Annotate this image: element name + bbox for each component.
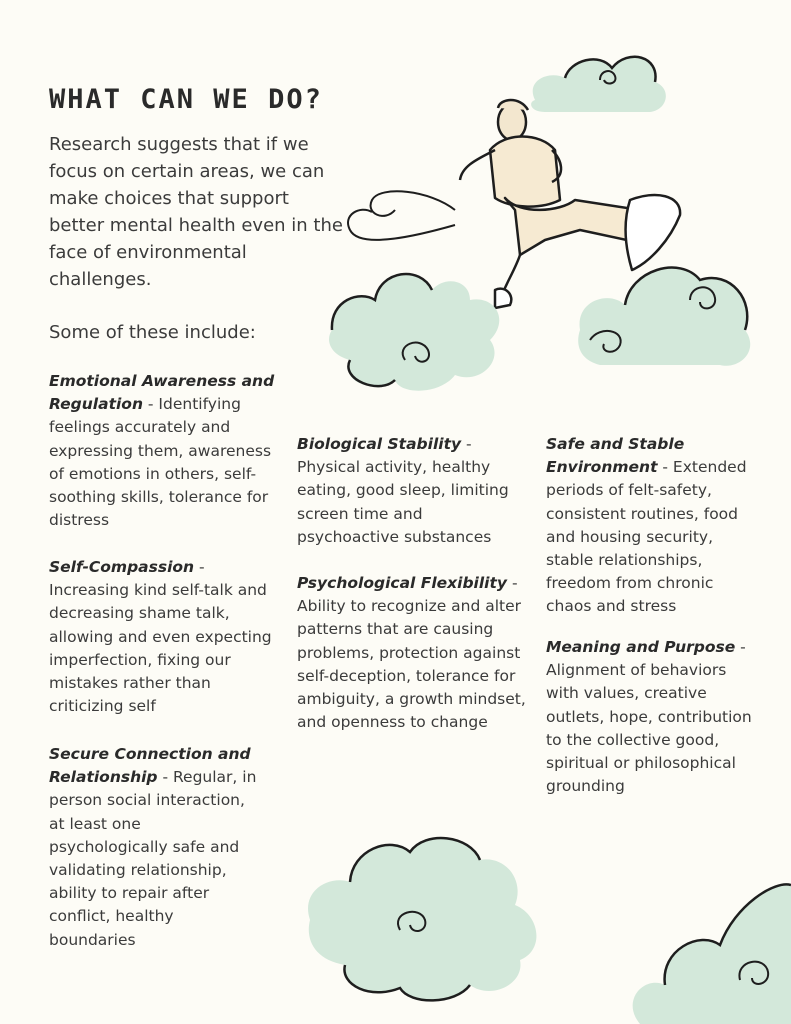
item-safe-environment xyxy=(546,433,761,619)
intro-paragraph: Research suggests that if we focus on certain areas, we can make choices that support better mental health even in the face of environmental challenges. xyxy=(49,134,343,290)
cloud-icon xyxy=(329,268,750,391)
item-meaning-purpose xyxy=(546,636,761,798)
cloud-icon xyxy=(633,884,791,1024)
item-term: Safe and Stable Environment xyxy=(546,435,685,477)
item-term: Psychological Flexibility xyxy=(297,574,508,592)
item-desc: - Regular, in person social interaction, at least one psychologically safe and validating relationship, ability to repair after conflict, healthy boundaries xyxy=(49,768,257,949)
wind-icon xyxy=(348,191,455,240)
item-self-compassion xyxy=(49,556,274,718)
item-term: Biological Stability xyxy=(297,435,462,453)
item-psychological-flexibility xyxy=(297,572,527,734)
item-desc: - Physical activity, healthy eating, good sleep, limiting screen time and psychoactive substances xyxy=(297,435,509,546)
page-title: WHAT CAN WE DO? xyxy=(49,84,323,115)
item-desc: - Increasing kind self-talk and decreasing shame talk, allowing and even expecting imperfection, fixing our mistakes rather than criticizing self xyxy=(49,558,272,716)
item-secure-connection xyxy=(49,743,264,952)
item-emotional-awareness xyxy=(49,370,284,532)
cloud-icon xyxy=(531,57,666,112)
item-term: Meaning and Purpose xyxy=(546,638,736,656)
item-term: Secure Connection and Relationship xyxy=(49,745,251,787)
cloud-icon xyxy=(308,838,536,1000)
item-desc: - Identifying feelings accurately and expressing them, awareness of emotions in others, self-soothing skills, tolerance for distress xyxy=(49,395,272,530)
item-biological-stability xyxy=(297,433,529,549)
item-term: Emotional Awareness and Regulation xyxy=(49,372,275,414)
item-desc: - Ability to recognize and alter patterns that are causing problems, protection against self-deception, tolerance for ambiguity, a growth mindset, and openness to change xyxy=(297,574,526,732)
item-desc: - Alignment of behaviors with values, creative outlets, hope, contribution to the collective good, spiritual or philosophical grounding xyxy=(546,638,752,796)
item-term: Self-Compassion xyxy=(49,558,195,576)
lead-text: Some of these include: xyxy=(49,322,256,343)
item-desc: - Extended periods of felt-safety, consistent routines, food and housing security, stable relationships, freedom from chronic chaos and stress xyxy=(546,458,747,616)
